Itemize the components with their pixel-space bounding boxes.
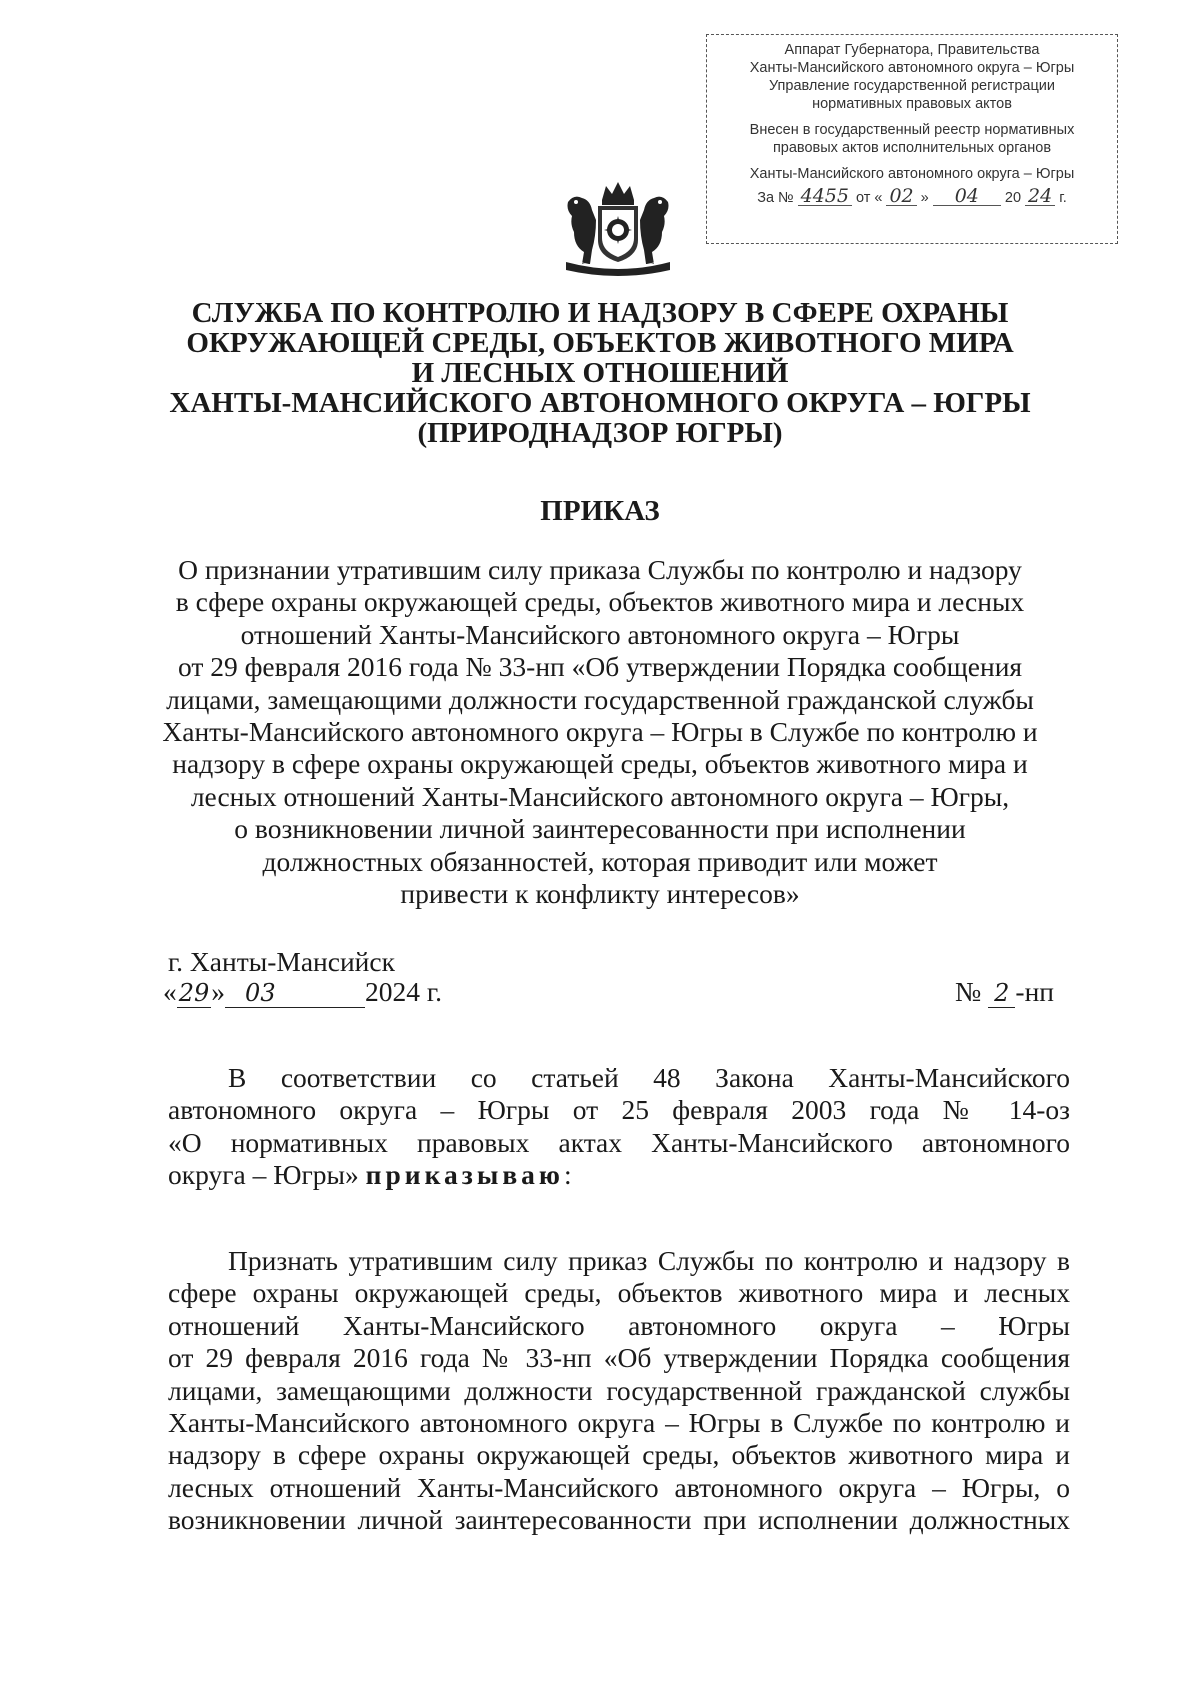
order-number bbox=[955, 976, 1054, 1008]
stamp-year-value: 24 bbox=[1025, 187, 1055, 206]
order-paragraph bbox=[168, 1245, 1070, 1537]
number-value: 2 bbox=[988, 979, 1015, 1008]
header-line: И ЛЕСНЫХ ОТНОШЕНИЙ bbox=[411, 357, 789, 389]
decree-word: приказываю bbox=[365, 1159, 564, 1191]
preamble-paragraph bbox=[168, 1062, 1070, 1192]
stamp-line: Ханты-Мансийского автономного округа – Югры bbox=[749, 166, 1075, 182]
order-date bbox=[163, 976, 442, 1008]
paragraph-line: В соответствии со статьей 48 Закона Ханты-Мансийского bbox=[228, 1062, 1070, 1093]
stamp-quote: » bbox=[920, 190, 929, 206]
stamp-authority bbox=[713, 41, 1111, 113]
paragraph-line: Ханты-Мансийского автономного округа – Югры в Службе по контролю и bbox=[168, 1407, 1070, 1439]
stamp-line: нормативных правовых актов bbox=[812, 96, 1012, 112]
subject-line: лесных отношений Ханты-Мансийского автономного округа – Югры, bbox=[190, 780, 1010, 812]
stamp-line: Управление государственной регистрации bbox=[768, 78, 1056, 94]
header-line: ХАНТЫ-МАНСИЙСКОГО АВТОНОМНОГО ОКРУГА – ЮГРЫ bbox=[169, 387, 1031, 419]
subject-line: Ханты-Мансийского автономного округа – Югры в Службе по контролю и bbox=[162, 716, 1038, 748]
number-suffix: -нп bbox=[1015, 976, 1054, 1007]
date-day: 29 bbox=[178, 979, 210, 1007]
number-sign: № bbox=[955, 976, 982, 1007]
paragraph-line: сфере охраны окружающей среды, объектов животного мира и лесных bbox=[168, 1277, 1070, 1309]
paragraph-line: надзору в сфере охраны окружающей среды, объектов животного мира и bbox=[168, 1439, 1070, 1471]
header-line: ОКРУЖАЮЩЕЙ СРЕДЫ, ОБЪЕКТОВ ЖИВОТНОГО МИРА bbox=[186, 327, 1014, 359]
subject-line: должностных обязанностей, которая приводит или может bbox=[262, 845, 938, 877]
paragraph-line: «О нормативных правовых актах Ханты-Мансийского автономного bbox=[168, 1126, 1070, 1158]
header-line: (ПРИРОДНАДЗОР ЮГРЫ) bbox=[417, 417, 783, 449]
stamp-day-value: 02 bbox=[886, 187, 916, 206]
paragraph-line: автономного округа – Югры от 25 февраля 2003 года № 14-оз bbox=[168, 1094, 1070, 1126]
paragraph-line: лесных отношений Ханты-Мансийского автономного округа – Югры, о bbox=[168, 1471, 1070, 1503]
subject-line: лицами, замещающими должности государственной гражданской службы bbox=[166, 683, 1034, 715]
date-year: 2024 г. bbox=[365, 976, 442, 1007]
stamp-line: Ханты-Мансийского автономного округа – Югры bbox=[749, 60, 1075, 76]
registration-stamp bbox=[706, 34, 1118, 244]
subject-line: отношений Ханты-Мансийского автономного округа – Югры bbox=[240, 618, 960, 650]
stamp-registry bbox=[713, 121, 1111, 157]
paragraph-line: возникновении личной заинтересованности при исполнении должностных bbox=[168, 1504, 1070, 1536]
order-title: ПРИКАЗ bbox=[540, 495, 660, 527]
stamp-number-value: 4455 bbox=[798, 187, 852, 206]
decree-colon: : bbox=[563, 1159, 572, 1191]
subject-line: о возникновении личной заинтересованности при исполнении bbox=[234, 813, 966, 845]
stamp-from-label: от « bbox=[855, 190, 883, 206]
stamp-line: правовых актов исполнительных органов bbox=[772, 140, 1052, 156]
stamp-line: Аппарат Губернатора, Правительства bbox=[784, 42, 1040, 58]
order-subject bbox=[130, 554, 1070, 910]
stamp-month-value: 04 bbox=[933, 187, 1001, 206]
date-quote-open: « bbox=[163, 976, 177, 1007]
stamp-number-label: За № bbox=[757, 190, 794, 206]
date-month: 03 bbox=[225, 979, 365, 1008]
stamp-line: Внесен в государственный реестр нормативных bbox=[749, 122, 1075, 138]
paragraph-line: лицами, замещающими должности государственной гражданской службы bbox=[168, 1374, 1070, 1406]
stamp-year-prefix: 20 bbox=[1004, 190, 1022, 206]
paragraph-line: Признать утратившим силу приказ Службы по контролю и надзору в bbox=[228, 1245, 1070, 1276]
coat-of-arms-icon bbox=[560, 180, 676, 276]
subject-line: в сфере охраны окружающей среды, объектов животного мира и лесных bbox=[175, 586, 1025, 618]
subject-line: привести к конфликту интересов» bbox=[400, 878, 800, 910]
paragraph-line: отношений Ханты-Мансийского автономного округа – Югры bbox=[168, 1309, 1070, 1341]
preamble-end: округа – Югры» bbox=[168, 1159, 359, 1191]
header-line: СЛУЖБА ПО КОНТРОЛЮ И НАДЗОРУ В СФЕРЕ ОХРАНЫ bbox=[191, 297, 1009, 329]
place-of-issue: г. Ханты-Мансийск bbox=[168, 946, 395, 977]
agency-header bbox=[100, 298, 1100, 448]
stamp-year-suffix: г. bbox=[1059, 190, 1067, 206]
paragraph-line bbox=[168, 1159, 1070, 1191]
paragraph-line: от 29 февраля 2016 года № 33-нп «Об утверждении Порядка сообщения bbox=[168, 1342, 1070, 1374]
stamp-registration-number bbox=[713, 187, 1111, 207]
subject-line: надзору в сфере охраны окружающей среды, объектов животного мира и bbox=[172, 748, 1028, 780]
subject-line: О признании утратившим силу приказа Службы по контролю и надзору bbox=[178, 554, 1022, 585]
subject-line: от 29 февраля 2016 года № 33-нп «Об утверждении Порядка сообщения bbox=[177, 651, 1023, 683]
date-quote-close: » bbox=[211, 976, 226, 1007]
